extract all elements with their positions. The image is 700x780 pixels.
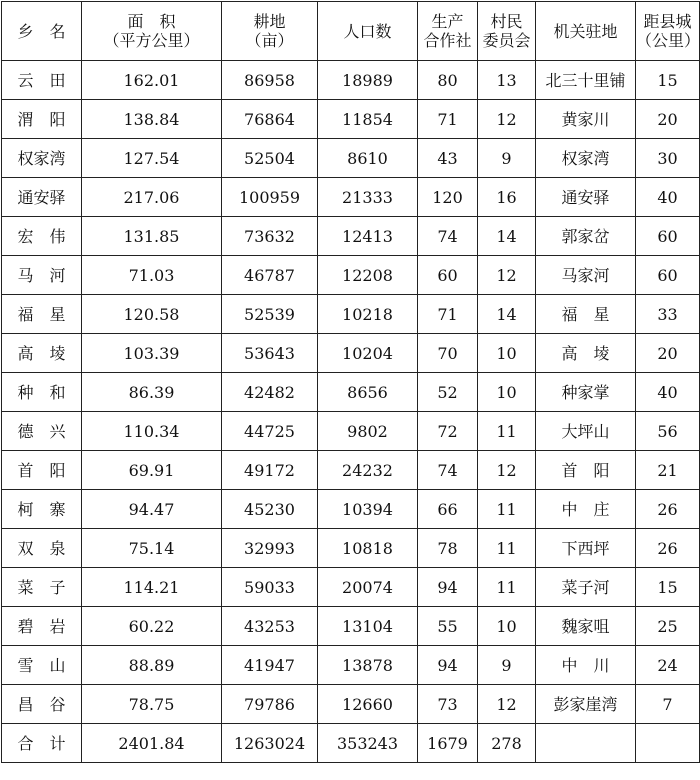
cell-farmland: 52539 xyxy=(222,295,318,334)
table-row xyxy=(2,334,700,373)
cell-village-committees: 12 xyxy=(478,100,536,139)
header-line-1: 人口数 xyxy=(343,21,392,41)
table-row xyxy=(2,685,700,724)
cell-area: 114.21 xyxy=(82,568,222,607)
cell-village-committees: 11 xyxy=(478,529,536,568)
table-row xyxy=(2,646,700,685)
cell-population: 12208 xyxy=(318,256,418,295)
cell-population: 9802 xyxy=(318,412,418,451)
cell-coops: 72 xyxy=(418,412,478,451)
cell-coops: 60 xyxy=(418,256,478,295)
cell-coops: 1679 xyxy=(418,724,478,763)
cell-office-location: 福 星 xyxy=(536,295,636,334)
cell-population: 24232 xyxy=(318,451,418,490)
cell-office-location: 高 堎 xyxy=(536,334,636,373)
cell-township: 马 河 xyxy=(2,256,82,295)
table-row xyxy=(2,139,700,178)
cell-township: 柯 寨 xyxy=(2,490,82,529)
cell-coops: 70 xyxy=(418,334,478,373)
cell-office-location: 中 川 xyxy=(536,646,636,685)
cell-village-committees: 9 xyxy=(478,139,536,178)
cell-office-location: 首 阳 xyxy=(536,451,636,490)
cell-distance: 26 xyxy=(636,529,700,568)
table-row xyxy=(2,451,700,490)
cell-distance: 60 xyxy=(636,256,700,295)
cell-farmland: 46787 xyxy=(222,256,318,295)
table-row xyxy=(2,100,700,139)
table-row xyxy=(2,217,700,256)
cell-township: 雪 山 xyxy=(2,646,82,685)
cell-coops: 120 xyxy=(418,178,478,217)
total-row xyxy=(2,724,700,763)
cell-area: 88.89 xyxy=(82,646,222,685)
cell-office-location: 菜子河 xyxy=(536,568,636,607)
header-area xyxy=(82,2,222,61)
cell-farmland: 100959 xyxy=(222,178,318,217)
cell-distance xyxy=(636,724,700,763)
cell-area: 217.06 xyxy=(82,178,222,217)
cell-area: 162.01 xyxy=(82,61,222,100)
cell-village-committees: 10 xyxy=(478,334,536,373)
cell-area: 127.54 xyxy=(82,139,222,178)
cell-village-committees: 10 xyxy=(478,607,536,646)
cell-coops: 52 xyxy=(418,373,478,412)
cell-area: 86.39 xyxy=(82,373,222,412)
cell-office-location: 彭家崖湾 xyxy=(536,685,636,724)
header-line-2: （亩） xyxy=(245,31,294,50)
header-population xyxy=(318,2,418,61)
cell-office-location: 北三十里铺 xyxy=(536,61,636,100)
cell-population: 13104 xyxy=(318,607,418,646)
cell-village-committees: 10 xyxy=(478,373,536,412)
cell-area: 69.91 xyxy=(82,451,222,490)
cell-area: 2401.84 xyxy=(82,724,222,763)
cell-population: 12660 xyxy=(318,685,418,724)
cell-distance: 20 xyxy=(636,100,700,139)
cell-village-committees: 12 xyxy=(478,451,536,490)
cell-population: 10218 xyxy=(318,295,418,334)
table-row xyxy=(2,295,700,334)
cell-coops: 43 xyxy=(418,139,478,178)
cell-coops: 55 xyxy=(418,607,478,646)
cell-distance: 56 xyxy=(636,412,700,451)
cell-village-committees: 9 xyxy=(478,646,536,685)
cell-township: 云 田 xyxy=(2,61,82,100)
header-farmland xyxy=(222,2,318,61)
cell-township: 菜 子 xyxy=(2,568,82,607)
table-row xyxy=(2,256,700,295)
cell-township: 宏 伟 xyxy=(2,217,82,256)
cell-office-location: 中 庄 xyxy=(536,490,636,529)
table-row xyxy=(2,529,700,568)
header-office-location xyxy=(536,2,636,61)
cell-population: 353243 xyxy=(318,724,418,763)
header-line-1: 机关驻地 xyxy=(553,21,618,41)
cell-farmland: 43253 xyxy=(222,607,318,646)
cell-office-location: 权家湾 xyxy=(536,139,636,178)
cell-population: 20074 xyxy=(318,568,418,607)
cell-coops: 78 xyxy=(418,529,478,568)
cell-township: 昌 谷 xyxy=(2,685,82,724)
cell-office-location: 下西坪 xyxy=(536,529,636,568)
cell-village-committees: 14 xyxy=(478,217,536,256)
cell-population: 18989 xyxy=(318,61,418,100)
cell-farmland: 49172 xyxy=(222,451,318,490)
cell-township: 福 星 xyxy=(2,295,82,334)
cell-distance: 24 xyxy=(636,646,700,685)
cell-population: 8610 xyxy=(318,139,418,178)
header-line-1: 乡 名 xyxy=(17,21,66,41)
cell-population: 21333 xyxy=(318,178,418,217)
header-coops xyxy=(418,2,478,61)
cell-farmland: 42482 xyxy=(222,373,318,412)
cell-distance: 30 xyxy=(636,139,700,178)
cell-farmland: 44725 xyxy=(222,412,318,451)
header-village-committees xyxy=(478,2,536,61)
cell-office-location: 大坪山 xyxy=(536,412,636,451)
cell-farmland: 45230 xyxy=(222,490,318,529)
table-row xyxy=(2,373,700,412)
table-row xyxy=(2,568,700,607)
cell-village-committees: 11 xyxy=(478,490,536,529)
table-body xyxy=(2,61,700,763)
header-line-1: 耕地 xyxy=(253,12,286,31)
cell-township: 通安驿 xyxy=(2,178,82,217)
cell-farmland: 53643 xyxy=(222,334,318,373)
header-distance xyxy=(636,2,700,61)
table-row xyxy=(2,490,700,529)
cell-office-location: 通安驿 xyxy=(536,178,636,217)
header-line-2: 合作社 xyxy=(423,31,472,50)
cell-village-committees: 14 xyxy=(478,295,536,334)
cell-farmland: 79786 xyxy=(222,685,318,724)
cell-township: 德 兴 xyxy=(2,412,82,451)
cell-village-committees: 16 xyxy=(478,178,536,217)
cell-township: 高 堎 xyxy=(2,334,82,373)
cell-farmland: 76864 xyxy=(222,100,318,139)
cell-township: 首 阳 xyxy=(2,451,82,490)
township-table xyxy=(1,1,700,763)
cell-village-committees: 12 xyxy=(478,256,536,295)
cell-area: 131.85 xyxy=(82,217,222,256)
cell-population: 12413 xyxy=(318,217,418,256)
header-line-1: 距县城 xyxy=(643,12,692,31)
header-line-1: 村民 xyxy=(490,12,523,31)
cell-area: 71.03 xyxy=(82,256,222,295)
cell-village-committees: 11 xyxy=(478,568,536,607)
header-line-2: （平方公里） xyxy=(103,31,200,50)
header-line-1: 面 积 xyxy=(127,12,176,31)
cell-coops: 94 xyxy=(418,568,478,607)
cell-farmland: 52504 xyxy=(222,139,318,178)
cell-office-location xyxy=(536,724,636,763)
cell-township: 合 计 xyxy=(2,724,82,763)
cell-coops: 74 xyxy=(418,451,478,490)
cell-township: 权家湾 xyxy=(2,139,82,178)
cell-farmland: 41947 xyxy=(222,646,318,685)
cell-distance: 25 xyxy=(636,607,700,646)
cell-township: 渭 阳 xyxy=(2,100,82,139)
header-line-2: 委员会 xyxy=(482,31,531,50)
cell-area: 75.14 xyxy=(82,529,222,568)
cell-farmland: 73632 xyxy=(222,217,318,256)
cell-township: 种 和 xyxy=(2,373,82,412)
cell-distance: 40 xyxy=(636,373,700,412)
table-row xyxy=(2,412,700,451)
table-row xyxy=(2,607,700,646)
cell-area: 78.75 xyxy=(82,685,222,724)
cell-coops: 71 xyxy=(418,100,478,139)
cell-distance: 21 xyxy=(636,451,700,490)
cell-distance: 15 xyxy=(636,61,700,100)
cell-village-committees: 278 xyxy=(478,724,536,763)
cell-coops: 71 xyxy=(418,295,478,334)
cell-village-committees: 11 xyxy=(478,412,536,451)
table-row xyxy=(2,61,700,100)
cell-distance: 7 xyxy=(636,685,700,724)
cell-population: 10204 xyxy=(318,334,418,373)
cell-farmland: 32993 xyxy=(222,529,318,568)
cell-distance: 33 xyxy=(636,295,700,334)
header-line-1: 生产 xyxy=(431,12,464,31)
cell-distance: 15 xyxy=(636,568,700,607)
cell-township: 双 泉 xyxy=(2,529,82,568)
header-township xyxy=(2,2,82,61)
table-row xyxy=(2,178,700,217)
cell-farmland: 59033 xyxy=(222,568,318,607)
cell-population: 11854 xyxy=(318,100,418,139)
cell-area: 103.39 xyxy=(82,334,222,373)
header-row xyxy=(2,2,700,61)
cell-distance: 26 xyxy=(636,490,700,529)
cell-farmland: 1263024 xyxy=(222,724,318,763)
cell-distance: 60 xyxy=(636,217,700,256)
cell-township: 碧 岩 xyxy=(2,607,82,646)
cell-office-location: 种家掌 xyxy=(536,373,636,412)
cell-population: 8656 xyxy=(318,373,418,412)
cell-area: 120.58 xyxy=(82,295,222,334)
cell-coops: 74 xyxy=(418,217,478,256)
cell-area: 94.47 xyxy=(82,490,222,529)
cell-population: 13878 xyxy=(318,646,418,685)
cell-coops: 73 xyxy=(418,685,478,724)
cell-coops: 80 xyxy=(418,61,478,100)
cell-area: 110.34 xyxy=(82,412,222,451)
cell-office-location: 黄家川 xyxy=(536,100,636,139)
cell-distance: 20 xyxy=(636,334,700,373)
cell-area: 138.84 xyxy=(82,100,222,139)
cell-village-committees: 12 xyxy=(478,685,536,724)
cell-office-location: 郭家岔 xyxy=(536,217,636,256)
cell-area: 60.22 xyxy=(82,607,222,646)
cell-village-committees: 13 xyxy=(478,61,536,100)
cell-office-location: 马家河 xyxy=(536,256,636,295)
cell-office-location: 魏家咀 xyxy=(536,607,636,646)
cell-farmland: 86958 xyxy=(222,61,318,100)
cell-population: 10818 xyxy=(318,529,418,568)
cell-population: 10394 xyxy=(318,490,418,529)
header-line-2: （公里） xyxy=(636,31,700,50)
cell-distance: 40 xyxy=(636,178,700,217)
cell-coops: 94 xyxy=(418,646,478,685)
cell-coops: 66 xyxy=(418,490,478,529)
